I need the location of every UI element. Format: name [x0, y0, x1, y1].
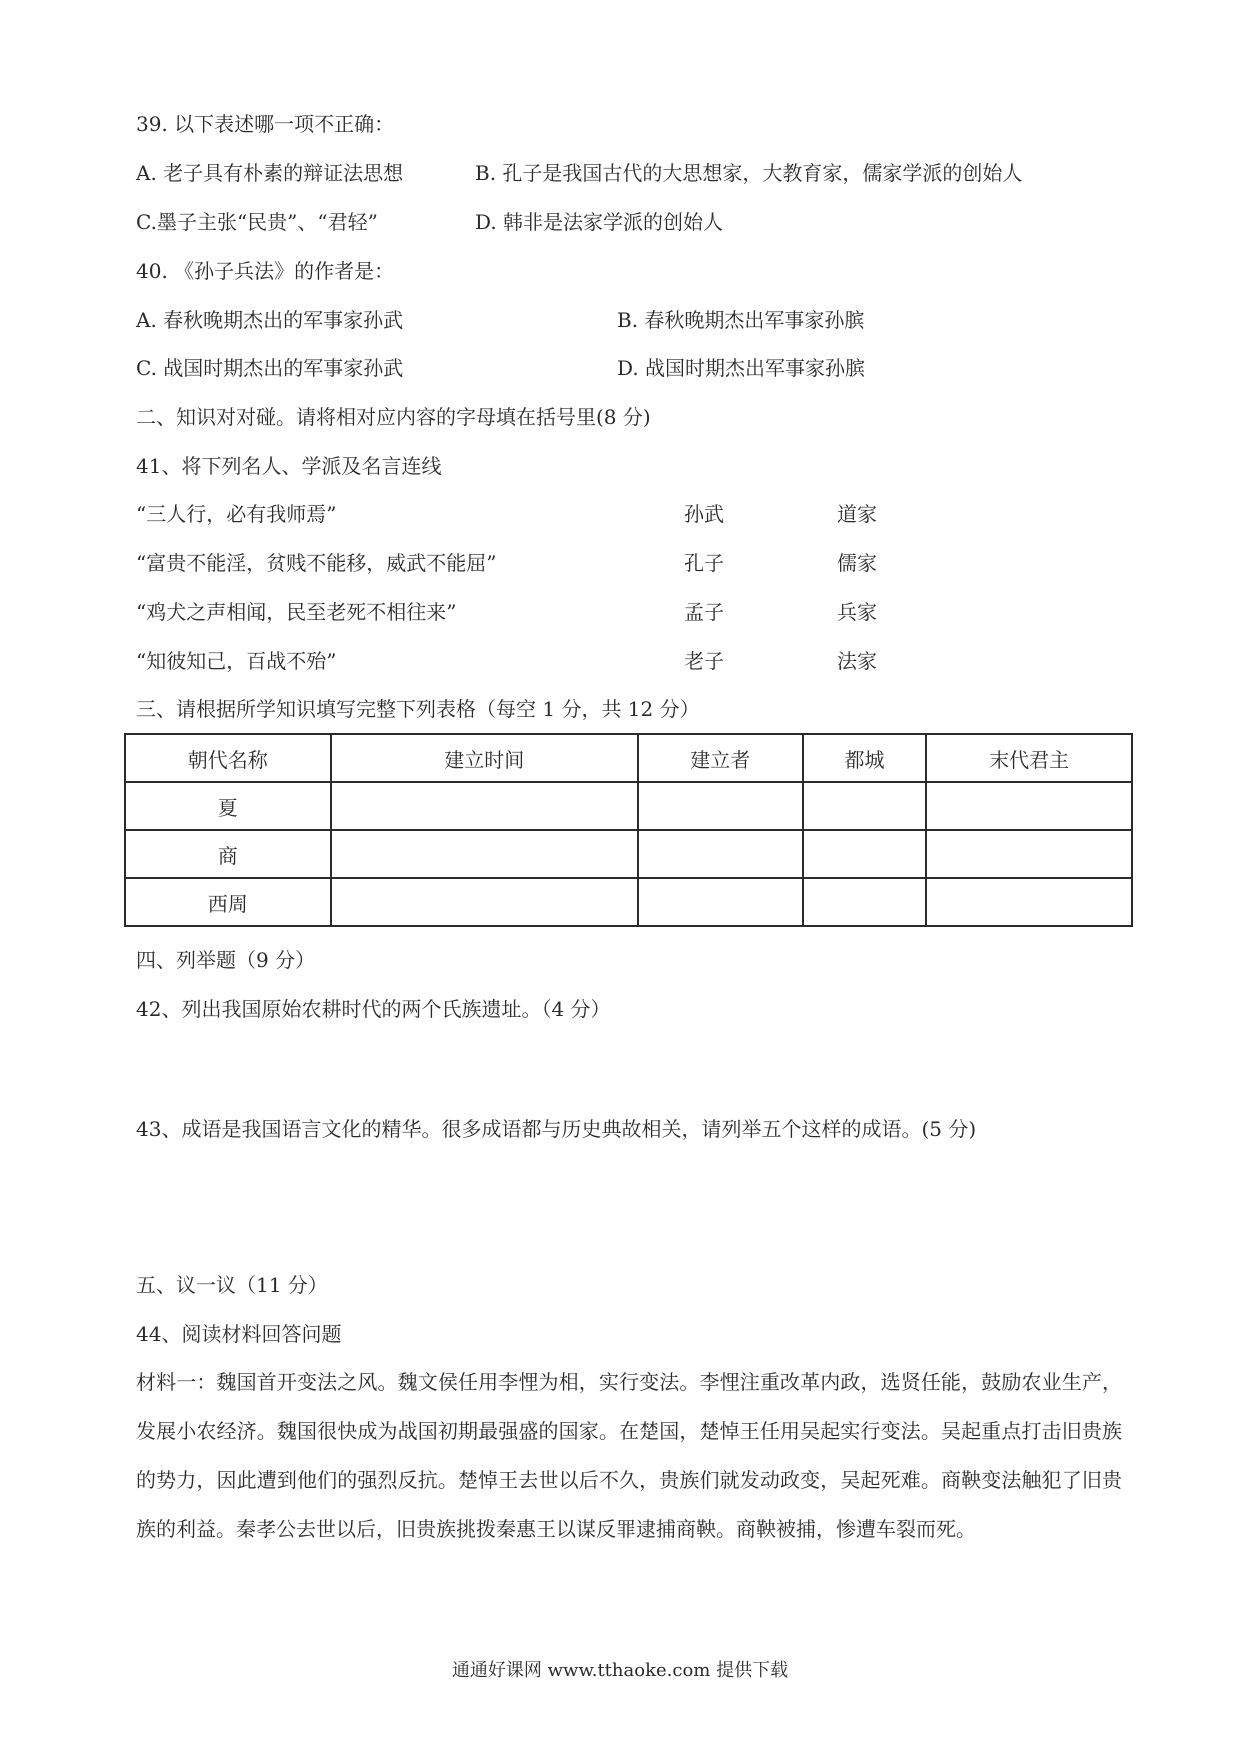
header-capital: 都城	[803, 734, 927, 782]
header-dynasty: 朝代名称	[125, 734, 331, 782]
section-3-heading: 三、请根据所学知识填写完整下列表格（每空 1 分，共 12 分）	[136, 697, 700, 721]
q39-option-c: C.墨子主张“民贵”、“君轻”	[136, 210, 378, 234]
q40-option-b: B. 春秋晚期杰出军事家孙膑	[617, 308, 865, 332]
header-last-ruler: 末代君主	[926, 734, 1132, 782]
q44-stem: 44、阅读材料回答问题	[136, 1322, 342, 1346]
q41-quote: “鸡犬之声相闻，民至老死不相往来”	[136, 600, 457, 624]
section-2-heading: 二、知识对对碰。请将相对应内容的字母填在括号里(8 分)	[136, 405, 651, 429]
q40-option-a: A. 春秋晚期杰出的军事家孙武	[136, 308, 404, 332]
q41-quote: “富贵不能淫，贫贱不能移，威武不能屈”	[136, 551, 497, 575]
blank-cell[interactable]	[638, 830, 803, 878]
blank-cell[interactable]	[803, 878, 927, 926]
blank-cell[interactable]	[638, 878, 803, 926]
q41-school: 儒家	[837, 551, 877, 575]
q43-text: 43、成语是我国语言文化的精华。很多成语都与历史典故相关，请列举五个这样的成语。(5 分)	[136, 1117, 977, 1141]
blank-cell[interactable]	[926, 878, 1132, 926]
table-row	[125, 830, 1132, 878]
q41-quote: “知彼知己，百战不殆”	[136, 649, 337, 673]
q39-option-a: A. 老子具有朴素的辩证法思想	[136, 161, 404, 185]
blank-cell[interactable]	[638, 782, 803, 830]
table-row	[125, 782, 1132, 830]
q39-stem: 39. 以下表述哪一项不正确：	[136, 112, 395, 136]
q41-person: 孙武	[684, 502, 724, 526]
blank-cell[interactable]	[803, 782, 927, 830]
q39-option-b: B. 孔子是我国古代的大思想家，大教育家，儒家学派的创始人	[475, 161, 1023, 185]
table-header-row	[125, 734, 1132, 782]
footer-source: 通通好课网 www.tthaoke.com 提供下载	[451, 1660, 789, 1681]
dynasty-table	[124, 733, 1133, 927]
q44-material: 材料一：魏国首开变法之风。魏文侯任用李悝为相，实行变法。李悝注重改革内政，选贤任能，鼓励农业生产，发展小农经济。魏国很快成为战国初期最强盛的国家。在楚国，楚悼王任用吴起实行变法。吴起重点打击旧贵族的势力，因此遭到他们的强烈反抗。楚悼王去世以后不久，贵族们就发动政变，吴起死难。商鞅变法触犯了旧贵族的利益。秦孝公去世以后，旧贵族挑拨秦惠王以谋反罪逮捕商鞅。商鞅被捕，惨遭车裂而死。	[136, 1370, 1122, 1541]
q41-school: 道家	[837, 502, 877, 526]
q40-stem: 40. 《孙子兵法》的作者是：	[136, 259, 395, 283]
section-4-heading: 四、列举题（9 分）	[136, 948, 316, 972]
table-row	[125, 878, 1132, 926]
blank-cell[interactable]	[331, 782, 638, 830]
q40-option-c: C. 战国时期杰出的军事家孙武	[136, 356, 404, 380]
header-founder: 建立者	[638, 734, 803, 782]
blank-cell[interactable]	[926, 782, 1132, 830]
q41-person: 孔子	[684, 551, 724, 575]
q41-quote: “三人行，必有我师焉”	[136, 502, 337, 526]
q40-option-d: D. 战国时期杰出军事家孙膑	[617, 356, 866, 380]
blank-cell[interactable]	[331, 878, 638, 926]
q41-school: 法家	[837, 649, 877, 673]
section-5-heading: 五、议一议（11 分）	[136, 1273, 328, 1297]
dynasty-name: 商	[125, 830, 331, 878]
dynasty-name: 夏	[125, 782, 331, 830]
header-founded-time: 建立时间	[331, 734, 638, 782]
q41-person: 老子	[684, 649, 724, 673]
dynasty-name: 西周	[125, 878, 331, 926]
q41-stem: 41、将下列名人、学派及名言连线	[136, 454, 442, 478]
q41-person: 孟子	[684, 600, 724, 624]
q42-text: 42、列出我国原始农耕时代的两个氏族遗址。（4 分）	[136, 997, 611, 1021]
q39-option-d: D. 韩非是法家学派的创始人	[475, 210, 724, 234]
q41-school: 兵家	[837, 600, 877, 624]
blank-cell[interactable]	[926, 830, 1132, 878]
blank-cell[interactable]	[803, 830, 927, 878]
blank-cell[interactable]	[331, 830, 638, 878]
